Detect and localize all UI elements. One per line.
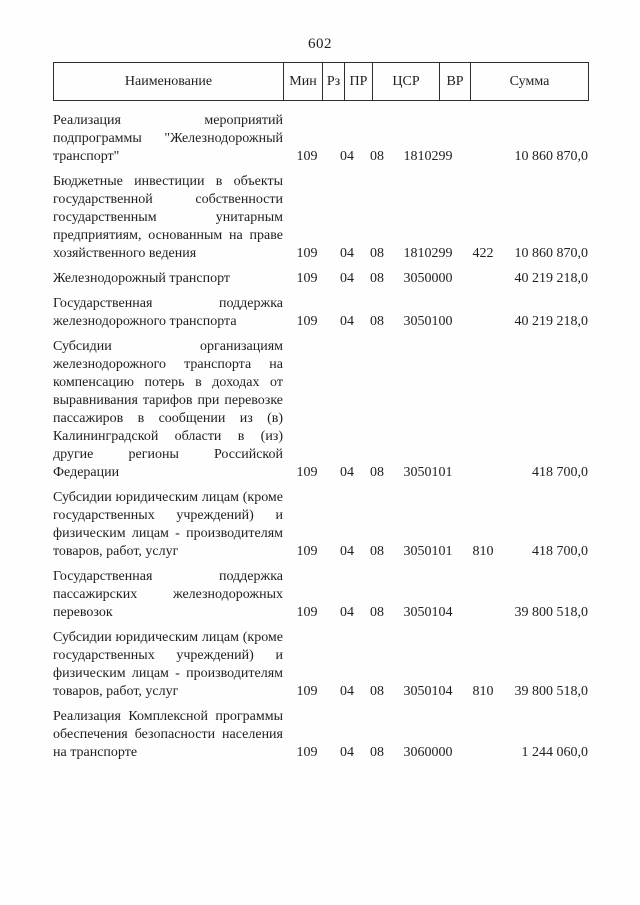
cell-pr: 08	[370, 684, 384, 699]
cell-sum: 39 800 518,0	[514, 605, 588, 620]
cell-rz: 04	[340, 605, 354, 620]
cell-sum: 10 860 870,0	[514, 246, 588, 261]
cell-pr: 08	[370, 246, 384, 261]
cell-vr	[465, 561, 501, 622]
cell-rz: 04	[340, 465, 354, 480]
cell-sum: 40 219 218,0	[514, 271, 588, 286]
cell-sum: 39 800 518,0	[514, 684, 588, 699]
cell-rz: 04	[340, 314, 354, 329]
cell-vr	[465, 701, 501, 762]
cell-sum: 418 700,0	[532, 544, 588, 559]
cell-rz: 04	[340, 246, 354, 261]
cell-name: Реализация мероприятий подпрограммы "Железнодорожный транспорт"	[53, 113, 283, 164]
cell-name: Железнодорожный транспорт	[53, 271, 231, 286]
table-row	[53, 288, 588, 331]
cell-sum: 10 860 870,0	[514, 149, 588, 164]
header-row	[54, 63, 589, 101]
cell-sum: 418 700,0	[532, 465, 588, 480]
column-header-sum: Сумма	[471, 63, 589, 101]
cell-csr: 3050101	[403, 544, 453, 559]
cell-csr: 3050000	[403, 271, 453, 286]
table-row	[53, 622, 588, 701]
cell-name: Государственная поддержка пассажирских железнодорожных перевозок	[53, 569, 283, 620]
cell-name: Реализация Комплексной программы обеспечения безопасности населения на транспорте	[53, 709, 283, 760]
table-row	[53, 166, 588, 263]
cell-name: Государственная поддержка железнодорожного транспорта	[53, 296, 283, 329]
column-header-rz: Рз	[323, 63, 345, 101]
cell-rz: 04	[340, 271, 354, 286]
cell-pr: 08	[370, 149, 384, 164]
cell-pr: 08	[370, 314, 384, 329]
cell-vr	[465, 288, 501, 331]
cell-sum: 1 244 060,0	[521, 745, 588, 760]
cell-vr: 422	[472, 246, 494, 261]
cell-min: 109	[296, 605, 318, 620]
cell-min: 109	[296, 544, 318, 559]
cell-name: Субсидии юридическим лицам (кроме государственных учреждений) и физическим лицам - производителям товаров, работ, услуг	[53, 490, 283, 559]
column-header-vr: ВР	[440, 63, 471, 101]
column-header-pr: ПР	[345, 63, 373, 101]
cell-vr	[465, 104, 501, 166]
cell-rz: 04	[340, 544, 354, 559]
table-row	[53, 263, 588, 288]
page-number: 602	[308, 36, 332, 52]
cell-csr: 3050100	[403, 314, 453, 329]
cell-name: Субсидии юридическим лицам (кроме государственных учреждений) и физическим лицам - производителям товаров, работ, услуг	[53, 630, 283, 699]
cell-name: Бюджетные инвестиции в объекты государственной собственности государственным унитарным предприятиям, основанным на праве хозяйственного ведения	[53, 174, 283, 261]
budget-table-body	[53, 104, 588, 762]
cell-csr: 1810299	[403, 246, 453, 261]
cell-csr: 3050104	[403, 605, 453, 620]
cell-pr: 08	[370, 605, 384, 620]
table-row	[53, 701, 588, 762]
cell-min: 109	[296, 246, 318, 261]
cell-rz: 04	[340, 745, 354, 760]
cell-min: 109	[296, 149, 318, 164]
table-row	[53, 331, 588, 482]
cell-min: 109	[296, 465, 318, 480]
cell-rz: 04	[340, 684, 354, 699]
budget-table-header	[53, 62, 589, 101]
cell-rz: 04	[340, 149, 354, 164]
cell-pr: 08	[370, 271, 384, 286]
cell-csr: 1810299	[403, 149, 453, 164]
cell-vr: 810	[472, 544, 494, 559]
cell-csr: 3050104	[403, 684, 453, 699]
table-row	[53, 104, 588, 166]
cell-vr	[465, 263, 501, 288]
cell-min: 109	[296, 745, 318, 760]
cell-vr: 810	[472, 684, 494, 699]
table-row	[53, 561, 588, 622]
cell-csr: 3060000	[403, 745, 453, 760]
table-row	[53, 482, 588, 561]
cell-sum: 40 219 218,0	[514, 314, 588, 329]
cell-name: Субсидии организациям железнодорожного транспорта на компенсацию потерь в доходах от выравнивания тарифов при перевозке пассажиров в сообщении из (в) Калининградской области в (из) другие регионы Российской Федерации	[53, 339, 283, 480]
cell-min: 109	[296, 271, 318, 286]
cell-pr: 08	[370, 544, 384, 559]
cell-pr: 08	[370, 465, 384, 480]
cell-vr	[465, 331, 501, 482]
cell-min: 109	[296, 684, 318, 699]
column-header-csr: ЦСР	[373, 63, 440, 101]
column-header-name: Наименование	[54, 63, 284, 101]
cell-pr: 08	[370, 745, 384, 760]
cell-csr: 3050101	[403, 465, 453, 480]
column-header-min: Мин	[284, 63, 323, 101]
cell-min: 109	[296, 314, 318, 329]
